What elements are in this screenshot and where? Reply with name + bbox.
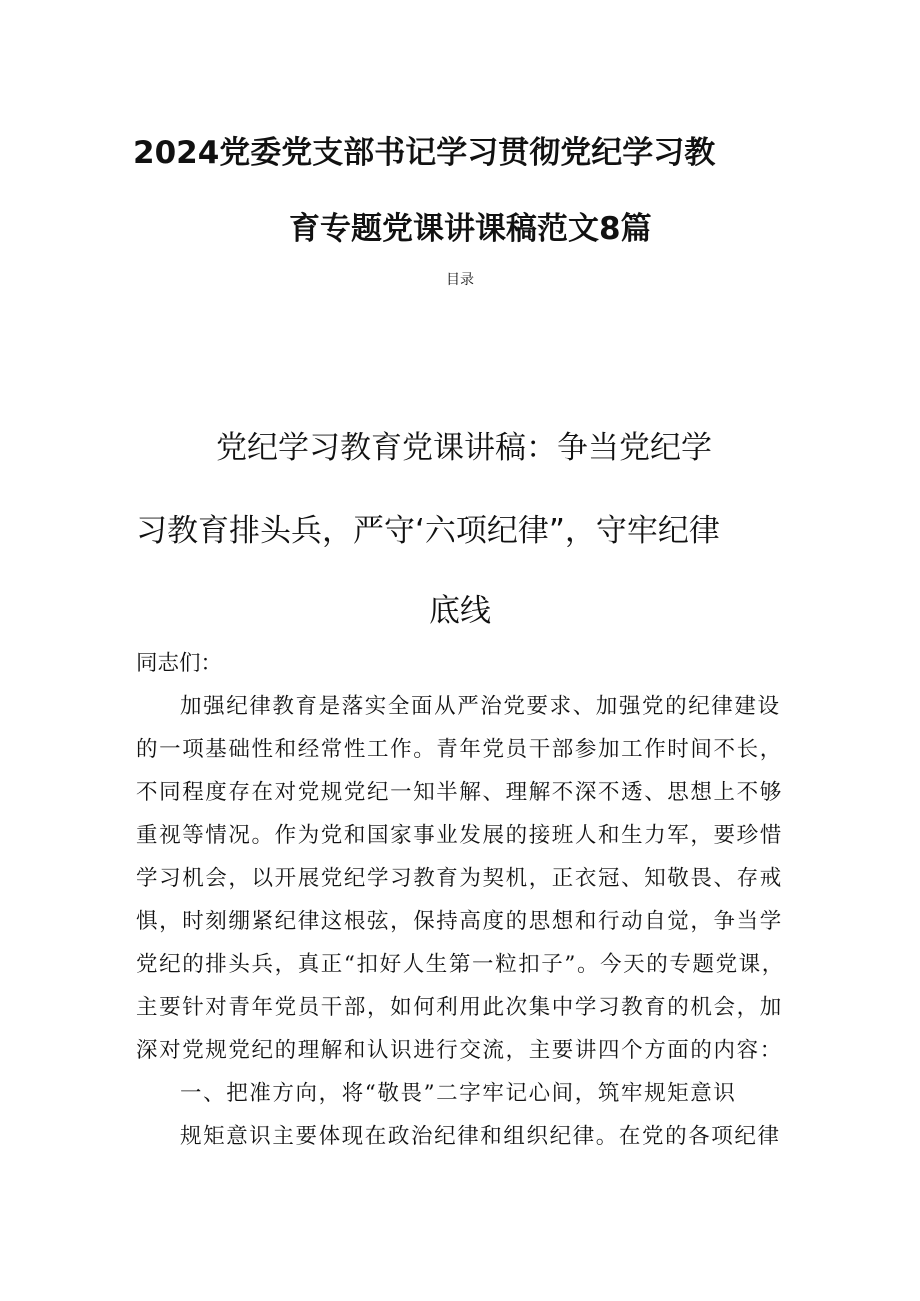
section-title-line-2: 习教育排头兵，严守‘六项纪律”，守牢纪律: [136, 513, 720, 549]
body-line-9: 深对党规党纪的理解和认识进行交流，主要讲四个方面的内容：: [136, 1038, 783, 1063]
body-line-1: 加强纪律教育是落实全面从严治党要求、加强党的纪律建设: [180, 694, 781, 719]
salutation: 同志们：: [136, 651, 223, 676]
section-title-line-1: 党纪学习教育党课讲稿：争当党纪学: [216, 430, 712, 466]
document-title-line-2: 育专题党课讲课稿范文8篇: [289, 211, 652, 247]
body-line-6: 惧，时刻绷紧纪律这根弦，保持高度的思想和行动自觉，争当学: [136, 909, 783, 934]
table-of-contents-label: 目录: [446, 272, 474, 288]
body-line-4: 重视等情况。作为党和国家事业发展的接班人和生力军，要珍惜: [136, 823, 783, 848]
body-line-2: 的一项基础性和经常性工作。青年党员干部参加工作时间不长，: [136, 737, 783, 762]
body-line-10: 规矩意识主要体现在政治纪律和组织纪律。在党的各项纪律: [180, 1124, 781, 1149]
body-line-7: 党纪的排头兵，真正“扣好人生第一粒扣子”。今天的专题党课，: [136, 952, 785, 977]
document-title-line-1: 2024党委党支部书记学习贯彻党纪学习教: [133, 135, 716, 171]
section-heading-1: 一、把准方向，将“敬畏”二字牢记心间，筑牢规矩意识: [180, 1081, 737, 1106]
body-line-5: 学习机会，以开展党纪学习教育为契机，正衣冠、知敬畏、存戒: [136, 866, 783, 891]
body-line-3: 不同程度存在对党规党纪一知半解、理解不深不透、思想上不够: [136, 780, 783, 805]
body-line-8: 主要针对青年党员干部，如何利用此次集中学习教育的机会，加: [136, 995, 783, 1020]
section-title-line-3: 底线: [429, 593, 491, 629]
